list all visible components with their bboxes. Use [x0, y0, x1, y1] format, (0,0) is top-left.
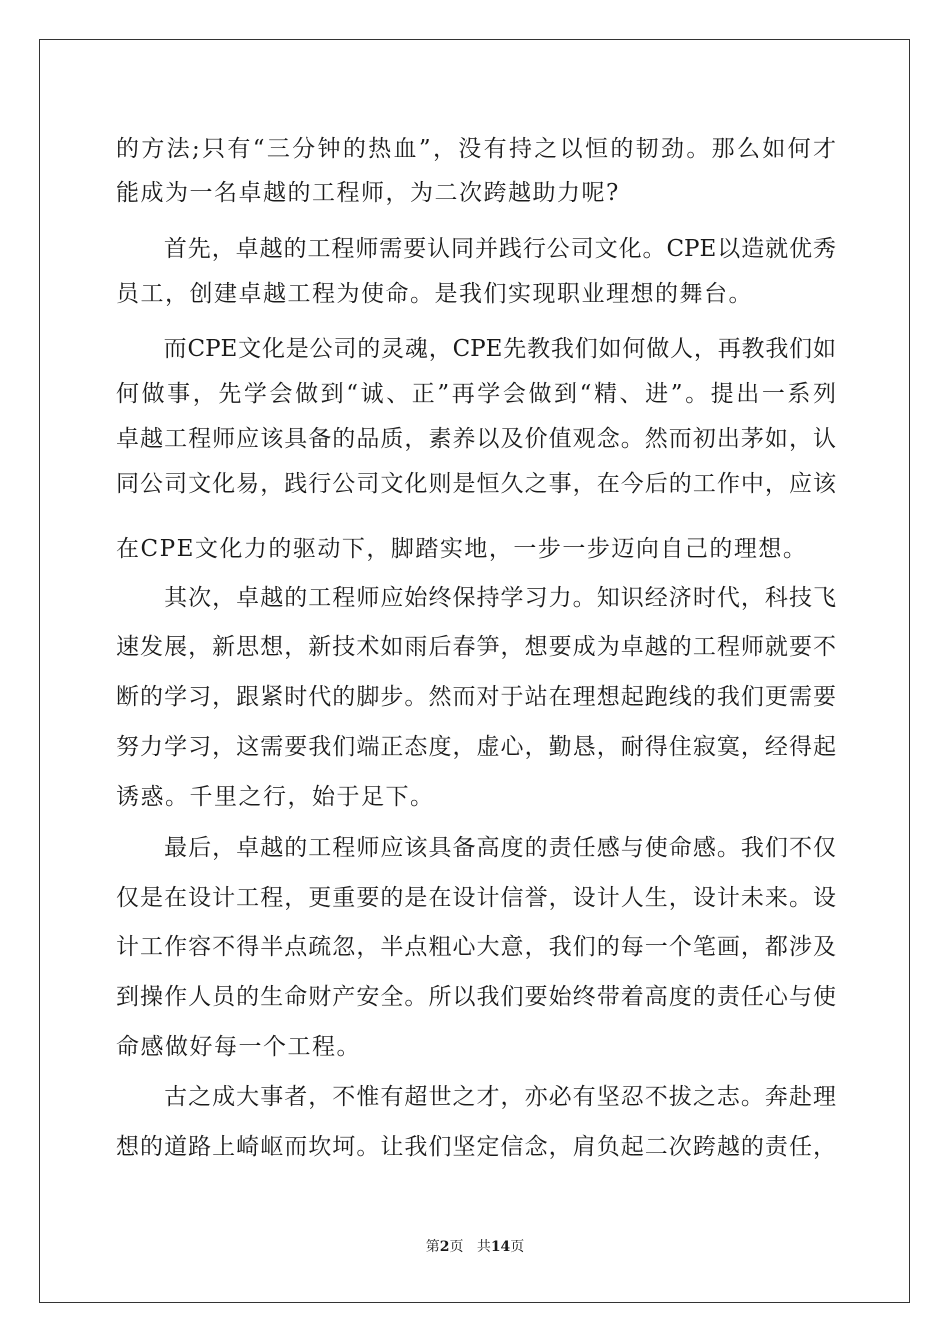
- text-line: 计工作容不得半点疏忽，半点粗心大意，我们的每一个笔画，都涉及: [116, 934, 836, 960]
- text-line: 努力学习，这需要我们端正态度，虚心，勤恳，耐得住寂寞，经得起: [116, 734, 836, 760]
- text-line: 最后，卓越的工程师应该具备高度的责任感与使命感。我们不仅: [116, 835, 836, 861]
- text-line: 卓越工程师应该具备的品质，素养以及价值观念。然而初出茅如，认: [116, 426, 836, 452]
- text-line: 首先，卓越的工程师需要认同并践行公司文化。CPE以造就优秀: [116, 236, 836, 262]
- footer-total-prefix: 共: [476, 1239, 491, 1255]
- text-line: 同公司文化易，践行公司文化则是恒久之事，在今后的工作中，应该: [116, 471, 836, 497]
- text-line: 能成为一名卓越的工程师，为二次跨越助力呢?: [116, 180, 620, 206]
- text-line: 断的学习，跟紧时代的脚步。然而对于站在理想起跑线的我们更需要: [116, 684, 836, 710]
- page-footer: [0, 1237, 950, 1257]
- text-line: 想的道路上崎岖而坎坷。让我们坚定信念，肩负起二次跨越的责任，: [116, 1134, 836, 1160]
- total-page-count: 14: [490, 1239, 511, 1255]
- text-line: 何做事，先学会做到“诚、正”再学会做到“精、进”。提出一系列: [116, 381, 836, 407]
- footer-total-suffix: 页: [510, 1239, 525, 1255]
- text-line: 而CPE文化是公司的灵魂，CPE先教我们如何做人，再教我们如: [116, 336, 836, 362]
- footer-prefix: 第: [425, 1239, 440, 1255]
- text-line: 速发展，新思想，新技术如雨后春笋，想要成为卓越的工程师就要不: [116, 634, 836, 660]
- text-line: 命感做好每一个工程。: [116, 1034, 361, 1060]
- text-line: 员工，创建卓越工程为使命。是我们实现职业理想的舞台。: [116, 281, 753, 307]
- current-page-number: 2: [439, 1239, 450, 1255]
- text-line: 的方法;只有“三分钟的热血”，没有持之以恒的韧劲。那么如何才: [116, 136, 836, 162]
- text-line: 仅是在设计工程，更重要的是在设计信誉，设计人生，设计未来。设: [116, 885, 836, 911]
- text-line: 诱惑。千里之行，始于足下。: [116, 784, 435, 810]
- text-line: 古之成大事者，不惟有超世之才，亦必有坚忍不拔之志。奔赴理: [116, 1084, 836, 1110]
- text-line: 在CPE文化力的驱动下，脚踏实地，一步一步迈向自己的理想。: [116, 536, 808, 562]
- text-line: 其次，卓越的工程师应始终保持学习力。知识经济时代，科技飞: [116, 585, 836, 611]
- text-line: 到操作人员的生命财产安全。所以我们要始终带着高度的责任心与使: [116, 984, 836, 1010]
- footer-page-suffix: 页: [449, 1239, 464, 1255]
